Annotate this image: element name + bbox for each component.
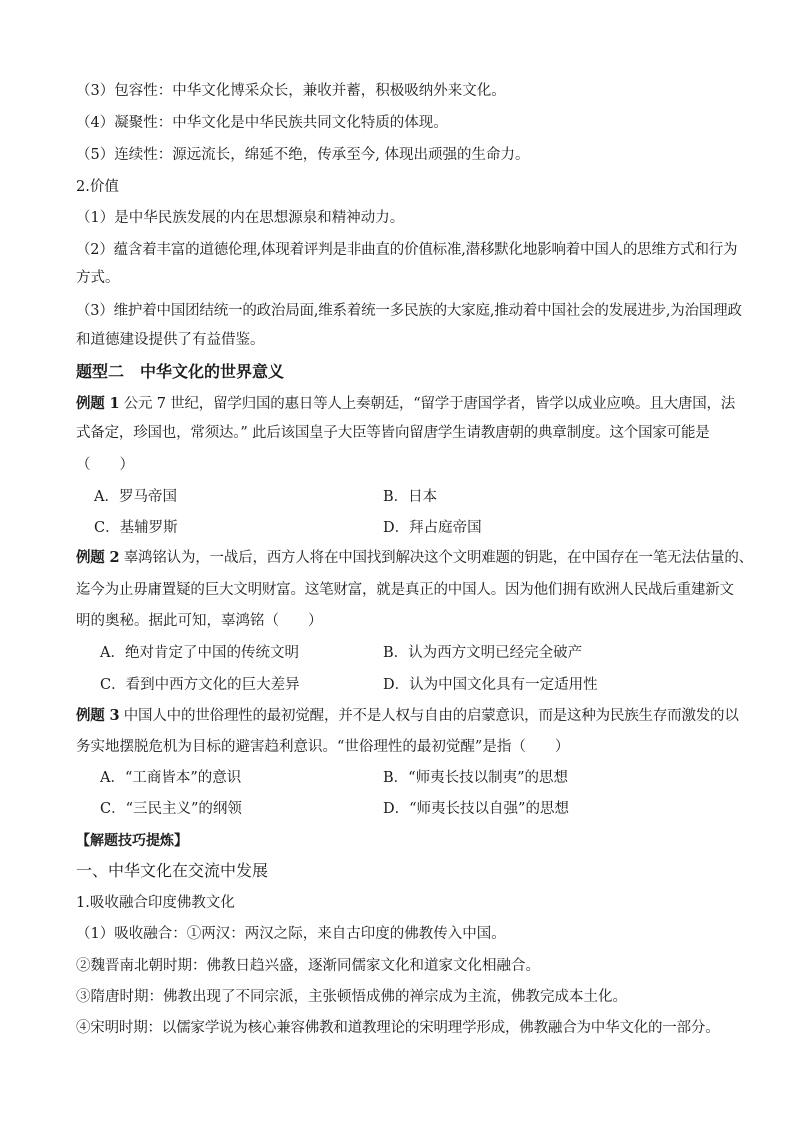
q2-option-a: A．绝对肯定了中国的传统文明 (100, 645, 299, 661)
q3-line-2: 务实地摆脱危机为目标的避害趋利意识。“世俗理性的最初觉醒”是指（ ） (76, 739, 570, 755)
q2-line-2: 迄今为止毋庸置疑的巨大文明财富。这笔财富，就是真正的中国人。因为他们拥有欧洲人民战后重建新文 (76, 582, 734, 598)
feature-continuity: （5）连续性：源远流长，绵延不绝，传承至今, 体现出顽强的生命力。 (76, 147, 530, 163)
tips-title: 【解题技巧提炼】 (76, 833, 188, 849)
feature-cohesion: （4）凝聚性：中华文化是中华民族共同文化特质的体现。 (76, 115, 448, 131)
part-title: 一、中华文化在交流中发展 (76, 861, 269, 880)
q1-option-d: D．拜占庭帝国 (383, 520, 482, 536)
q3-line-1: 例题 3 中国人中的世俗理性的最初觉醒，并不是人权与自由的启蒙意识，而是这种为民族生存而激发的以 (76, 707, 739, 724)
q3-option-a: A．“工商皆本”的意识 (100, 770, 242, 786)
q1-line-2: 式备定，珍国也，常须达。” 此后该国皇子大臣等皆向留唐学生请教唐朝的典章制度。这个国家可能是 (76, 425, 710, 441)
section-title: 题型二 中华文化的世界意义 (76, 362, 285, 381)
buddhism-item-1: （1）吸收融合：①两汉：两汉之际，来自古印度的佛教传入中国。 (76, 926, 506, 942)
value-item-2: （2）蕴含着丰富的道德伦理,体现着评判是非曲直的价值标准,潜移默化地影响着中国人的思维方式和行为 (76, 242, 738, 258)
q2-label: 例题 2 (76, 549, 120, 566)
q2-option-c: C．看到中西方文化的巨大差异 (100, 677, 300, 693)
buddhism-item-2: ②魏晋南北朝时期：佛教日趋兴盛，逐渐同儒家文化和道家文化相融合。 (76, 958, 540, 974)
q2-line-3: 明的奥秘。据此可知，辜鸿铭（ ） (76, 613, 323, 629)
value-item-3: （3）维护着中国团结统一的政治局面,维系着统一多民族的大家庭,推动着中国社会的发展进步,为治国理政 (76, 303, 742, 319)
q1-line-1: 例题 1 公元 7 世纪，留学归国的惠日等人上奏朝廷，“留学于唐国学者，皆学以成业应唤。且大唐国，法 (76, 395, 736, 412)
q2-option-d: D．认为中国文化具有一定适用性 (383, 677, 598, 693)
value-item-3-cont: 和道德建设提供了有益借鉴。 (76, 332, 265, 348)
value-item-2-cont: 方式。 (76, 270, 120, 286)
q3-option-b: B．“师夷长技以制夷”的思想 (383, 770, 568, 786)
q1-option-c: C．基辅罗斯 (94, 520, 178, 536)
q1-label: 例题 1 (76, 395, 120, 412)
q2-line-1: 例题 2 辜鸿铭认为，一战后，西方人将在中国找到解决这个文明难题的钥匙，在中国存在一笔无法估量的、 (76, 549, 753, 566)
q1-option-b: B．日本 (383, 489, 438, 505)
q1-line-3: （ ） (76, 457, 134, 473)
buddhism-item-3: ③隋唐时期：佛教出现了不同宗派，主张顿悟成佛的禅宗成为主流，佛教完成本土化。 (76, 989, 627, 1005)
value-item-1: （1）是中华民族发展的内在思想源泉和精神动力。 (76, 210, 405, 226)
sub-title: 1.吸收融合印度佛教文化 (76, 895, 235, 911)
value-subtitle: 2.价值 (76, 179, 119, 195)
q3-label: 例题 3 (76, 707, 120, 724)
feature-inclusiveness: （3）包容性：中华文化博采众长，兼收并蓄，积极吸纳外来文化。 (76, 83, 506, 99)
q3-option-c: C．“三民主义”的纲领 (100, 801, 242, 817)
buddhism-item-4: ④宋明时期：以儒家学说为核心兼容佛教和道教理论的宋明理学形成，佛教融合为中华文化的一部分。 (76, 1020, 720, 1036)
q1-option-a: A．罗马帝国 (94, 489, 177, 505)
q2-option-b: B．认为西方文明已经完全破产 (383, 645, 583, 661)
q3-option-d: D．“师夷长技以自强”的思想 (383, 801, 569, 817)
